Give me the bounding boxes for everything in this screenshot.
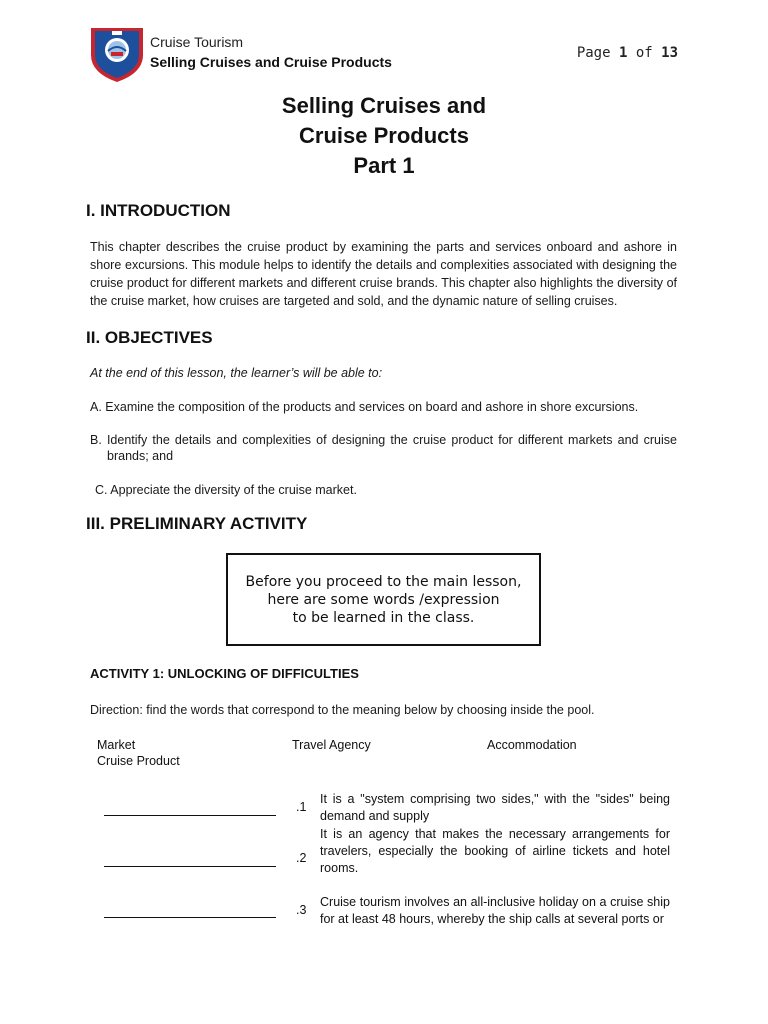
objective-b-line2: brands; and bbox=[107, 449, 174, 463]
item-definition-1: It is a "system comprising two sides," with the "sides" being demand and supply bbox=[320, 792, 670, 823]
answer-blank-1[interactable] bbox=[104, 815, 276, 816]
objectives-heading: II. OBJECTIVES bbox=[86, 328, 213, 347]
objective-a: A. Examine the composition of the products and services on board and ashore in shore excursions. bbox=[90, 400, 639, 414]
item-number-2: .2 bbox=[296, 851, 307, 865]
callout-line-3: to be learned in the class. bbox=[292, 609, 475, 626]
course-name: Cruise Tourism bbox=[150, 34, 244, 50]
objective-c: C. Appreciate the diversity of the cruise market. bbox=[95, 483, 357, 497]
introduction-heading: I. INTRODUCTION bbox=[86, 201, 231, 220]
callout-line-1: Before you proceed to the main lesson, bbox=[245, 573, 522, 590]
answer-blank-3[interactable] bbox=[104, 917, 276, 918]
answer-blank-2[interactable] bbox=[104, 866, 276, 867]
page-current: 1 bbox=[618, 45, 628, 61]
item-number-3: .3 bbox=[296, 903, 307, 917]
introduction-text: This chapter describes the cruise product by examining the parts and services onboard and ashore in shore excursions. This module helps to identify the details and complexities associated with designing the cruise product for different markets and different cruise brands. This chapter also highlights the diversity of the cruise market, how cruises are targeted and sold, and the dynamic nature of selling cruises. bbox=[90, 240, 677, 308]
pool-word-travel-agency: Travel Agency bbox=[292, 738, 371, 752]
pool-word-market: Market bbox=[97, 738, 136, 752]
school-seal-logo bbox=[88, 25, 146, 83]
module-title: Selling Cruises and Cruise Products bbox=[150, 54, 392, 70]
document-title bbox=[0, 91, 768, 181]
preliminary-activity-heading: III. PRELIMINARY ACTIVITY bbox=[86, 514, 308, 533]
callout-line-2: here are some words /expression bbox=[267, 591, 500, 608]
item-number-1: .1 bbox=[296, 800, 307, 814]
pool-word-cruise-product: Cruise Product bbox=[97, 754, 180, 768]
page-total: 13 bbox=[661, 45, 678, 61]
instruction-callout-box bbox=[226, 553, 541, 646]
item-definition-3: Cruise tourism involves an all-inclusive holiday on a cruise ship for at least 48 hours, whereby the ship calls at several ports or bbox=[320, 895, 670, 926]
title-line-2: Cruise Products bbox=[299, 123, 469, 148]
objective-b-line1: B. Identify the details and complexities of designing the cruise product for different markets and cruise bbox=[90, 433, 677, 447]
title-line-1: Selling Cruises and bbox=[281, 93, 487, 118]
item-definition-2: It is an agency that makes the necessary arrangements for travelers, especially the booking of airline tickets and hotel rooms. bbox=[320, 827, 670, 875]
objectives-lead: At the end of this lesson, the learner’s will be able to: bbox=[90, 366, 383, 380]
pool-word-accommodation: Accommodation bbox=[487, 738, 577, 752]
activity-direction: Direction: find the words that correspond to the meaning below by choosing inside the pool. bbox=[90, 703, 595, 717]
title-line-3: Part 1 bbox=[353, 153, 415, 178]
page-indicator: Page 1 of 13 bbox=[576, 45, 678, 61]
activity-title: ACTIVITY 1: UNLOCKING OF DIFFICULTIES bbox=[90, 666, 359, 681]
